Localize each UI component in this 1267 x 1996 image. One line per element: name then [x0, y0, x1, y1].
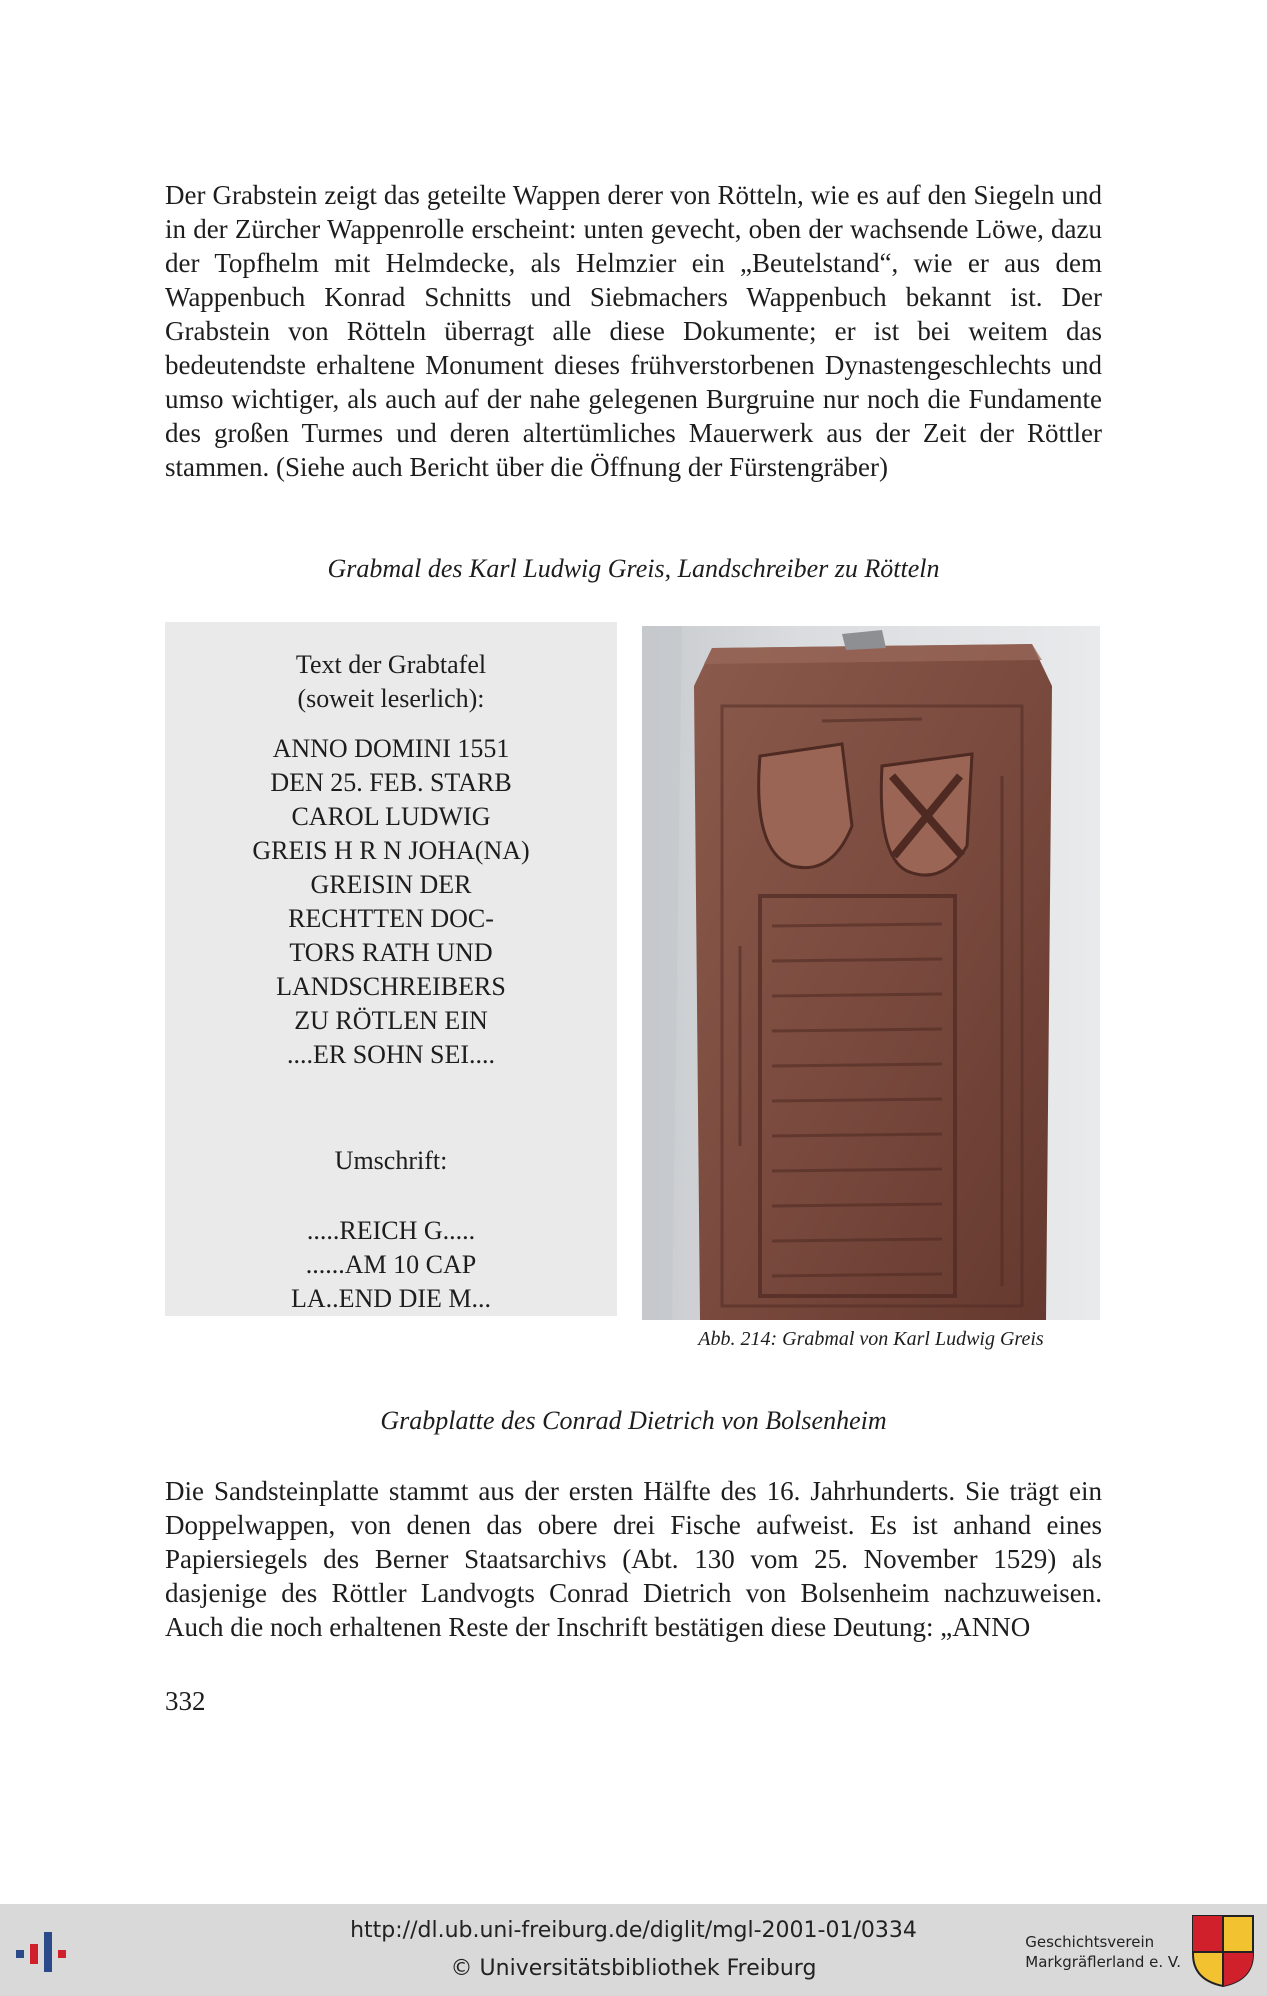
umschrift-text [165, 1214, 617, 1316]
inscription-line: ANNO DOMINI 1551 [272, 734, 510, 763]
textbox-title-line: Text der Grabtafel [295, 650, 487, 679]
intro-paragraph: Der Grabstein zeigt das geteilte Wappen derer von Rötteln, wie es auf den Siegeln und in der Zürcher Wappenrolle erscheint: unten gevecht, oben der wachsende Löwe, dazu der Topfhelm mit Helmdecke, als Helmzier ein „Beutelstand“, wie er aus dem Wappenbuch Konrad Schnitts und Siebmachers Wappenbuch bekannt ist. Der Grabstein von Rötteln überragt alle diese Dokumente; er ist bei weitem das bedeutendste erhaltene Monument dieses frühverstorbenen Dynastengeschlechts und umso wichtiger, als auch auf der nahe gelegenen Burgruine nur noch die Fundamente des großen Turmes und deren altertümliches Mauerwerk aus der Zeit der Röttler stammen. (Siehe auch Bericht über die Öffnung der Fürstengräber) [165, 180, 1102, 482]
footer-bar [0, 1904, 1267, 1996]
society-name [1025, 1932, 1181, 1972]
bolsenheim-paragraph: Die Sandsteinplatte stammt aus der ersten Hälfte des 16. Jahrhunderts. Sie trägt ein Doppelwappen, von denen das obere drei Fische aufweist. Es ist anhand eines Papiersiegels des Berner Staatsarchivs (Abt. 130 vom 25. November 1529) als dasjenige des Röttler Landvogts Conrad Dietrich von Bolsenheim nachzuweisen. Auch die noch erhaltenen Reste der Inschrift bestätigen diese Deutung: „ANNO [165, 1476, 1102, 1642]
textbox-title-line: (soweit leserlich): [297, 684, 485, 713]
inscription-line: RECHTTEN DOC- [288, 904, 494, 933]
inscription-line: DEN 25. FEB. STARB [270, 768, 512, 797]
textbox-title [165, 648, 617, 716]
section-heading-greis: Grabmal des Karl Ludwig Greis, Landschreiber zu Rötteln [327, 554, 940, 583]
umschrift-line: .....REICH G..... [306, 1216, 476, 1245]
society-name-line: Geschichtsverein [1025, 1933, 1155, 1951]
society-name-line: Markgräflerland e. V. [1025, 1953, 1181, 1971]
inscription-textbox [165, 622, 617, 1316]
section-heading-bolsenheim: Grabplatte des Conrad Dietrich von Bolsenheim [380, 1406, 887, 1435]
inscription-line: GREISIN DER [310, 870, 472, 899]
gravestone-photo [642, 626, 1100, 1320]
stone-slab [694, 644, 1052, 1320]
inscription-line: GREIS H R N JOHA(NA) [252, 836, 530, 865]
inscription-line: LANDSCHREIBERS [276, 972, 506, 1001]
umschrift-line: ......AM 10 CAP [305, 1250, 477, 1279]
inscription-text [165, 732, 617, 1072]
inscription-line: ZU RÖTLEN EIN [294, 1006, 488, 1035]
umschrift-label: Umschrift: [334, 1146, 448, 1175]
page-number: 332 [165, 1686, 206, 1716]
inscription-line: TORS RATH UND [289, 938, 493, 967]
footer-url-link[interactable]: http://dl.ub.uni-freiburg.de/diglit/mgl-2001-01/0334 [350, 1918, 917, 1943]
coat-of-arms-left [759, 744, 852, 868]
gravestone-illustration [642, 626, 1100, 1320]
footer-copyright: © Universitätsbibliothek Freiburg [450, 1956, 817, 1981]
society-crest-icon [1191, 1914, 1255, 1988]
figure-caption: Abb. 214: Grabmal von Karl Ludwig Greis [698, 1328, 1044, 1350]
umschrift-line: LA..END DIE M... [290, 1284, 492, 1313]
inscription-line: CAROL LUDWIG [291, 802, 491, 831]
inscription-line: ....ER SOHN SEI.... [286, 1040, 495, 1069]
